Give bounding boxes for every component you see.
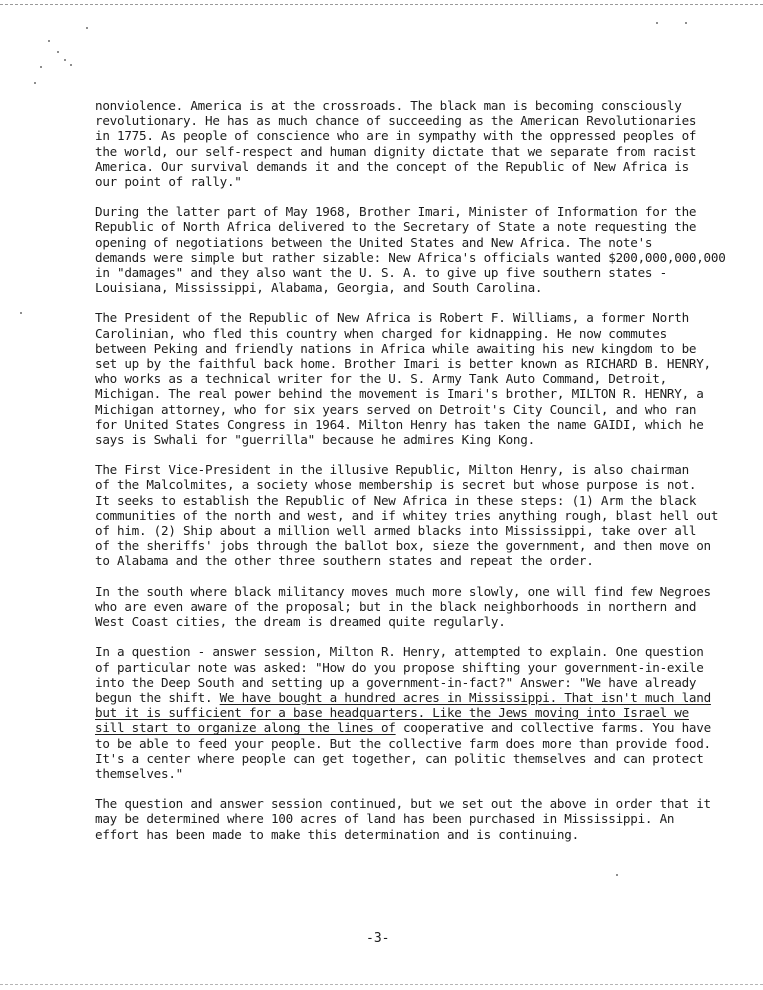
speck [70, 64, 72, 66]
paragraph-5: In the south where black militancy moves much more slowly, one will find few Negroes who are even aware of the proposal; but in the black neighborhoods in northern and West Coast cities, the dream is dreamed quite regularly. [95, 583, 711, 630]
underlined-answer: We have bought a hundred acres in Mississippi. That isn't much land but it is sufficient for a base headquarters. Like the Jews moving into Israel we sill start to organize along the lines of [95, 689, 711, 736]
paragraph-3: The President of the Republic of New Africa is Robert F. Williams, a former North Carolinian, who fled this country when charged for kidnapping. He now commutes between Peking and friendly nations in Africa while awaiting his new kingdom to be set up by the faithful back home. Brother Imari is better known as RICHARD B. HENRY, who works as a technical writer for the U. S. Army Tank Auto Command, Detroit, Michigan. The real power behind the movement is Imari's brother, MILTON R. HENRY, a Michigan attorney, who for six years served on Detroit's City Council, and who ran for United States Congress in 1964. Milton Henry has taken the name GAIDI, which he says is Swhali for "guerrilla" because he admires King Kong. [95, 310, 711, 448]
speck [64, 59, 66, 61]
paragraph-1: nonviolence. America is at the crossroads. The black man is becoming consciously revolutionary. He has as much chance of succeeding as the American Revolutionaries in 1775. As people of conscience who are in sympathy with the oppressed peoples of the world, our self-respect and human dignity dictate that we separate from racist America. Our survival demands it and the concept of the Republic of New Africa is our point of rally." [95, 98, 697, 190]
question-intro: In a question - answer session, Milton R. Henry, attempted to explain. One question of particular note was asked: "How do you propose shifting your government-in-exile into the Deep South and setting up a government-in-fact?" Answer: "We have already begun the shift. [95, 644, 704, 705]
paragraph-2: During the latter part of May 1968, Brother Imari, Minister of Information for the Republic of North Africa delivered to the Secretary of State a note requesting the opening of negotiations between the United States and New Africa. The note's demands were simple but rather sizable: New Africa's officials wanted $200,000,000,000 in "damages" and they also want the U. S. A. to give up five southern states - Louisiana, Mississippi, Alabama, Georgia, and South Carolina. [95, 204, 726, 296]
paragraph-7-closing: The question and answer session continued, but we set out the above in order that it may be determined where 100 acres of land has been purchased in Mississippi. An effort has been made to make this determination and is continuing. [95, 796, 711, 842]
answer-rest: cooperative and collective farms. You have to be able to feed your people. But the collective farm does more than provide food. It's a center where people can get together, can politic themselves and can protect themselves." [95, 720, 711, 781]
speck [20, 312, 22, 314]
speck [57, 51, 59, 53]
speck [40, 66, 42, 68]
speck [86, 27, 88, 29]
document-body [95, 98, 755, 857]
speck [656, 22, 658, 24]
speck [685, 22, 687, 24]
speck [34, 82, 36, 84]
page-number: -3- [366, 931, 390, 946]
bottom-scan-rule [0, 984, 763, 985]
speck [48, 40, 50, 42]
paragraph-4: The First Vice-President in the illusive Republic, Milton Henry, is also chairman of the Malcolmites, a society whose membership is secret but whose purpose is not. It seeks to establish the Republic of New Africa in these steps: (1) Arm the black communities of the north and west, and if whitey tries anything rough, blast hell out of him. (2) Ship about a million well armed blacks into Mississippi, take over all of the sheriffs' jobs through the ballot box, sieze the government, and then move on to Alabama and the other three southern states and repeat the order. [95, 462, 719, 569]
paragraph-6-question-answer [95, 644, 755, 781]
speck [616, 874, 618, 876]
top-scan-rule [0, 4, 763, 5]
